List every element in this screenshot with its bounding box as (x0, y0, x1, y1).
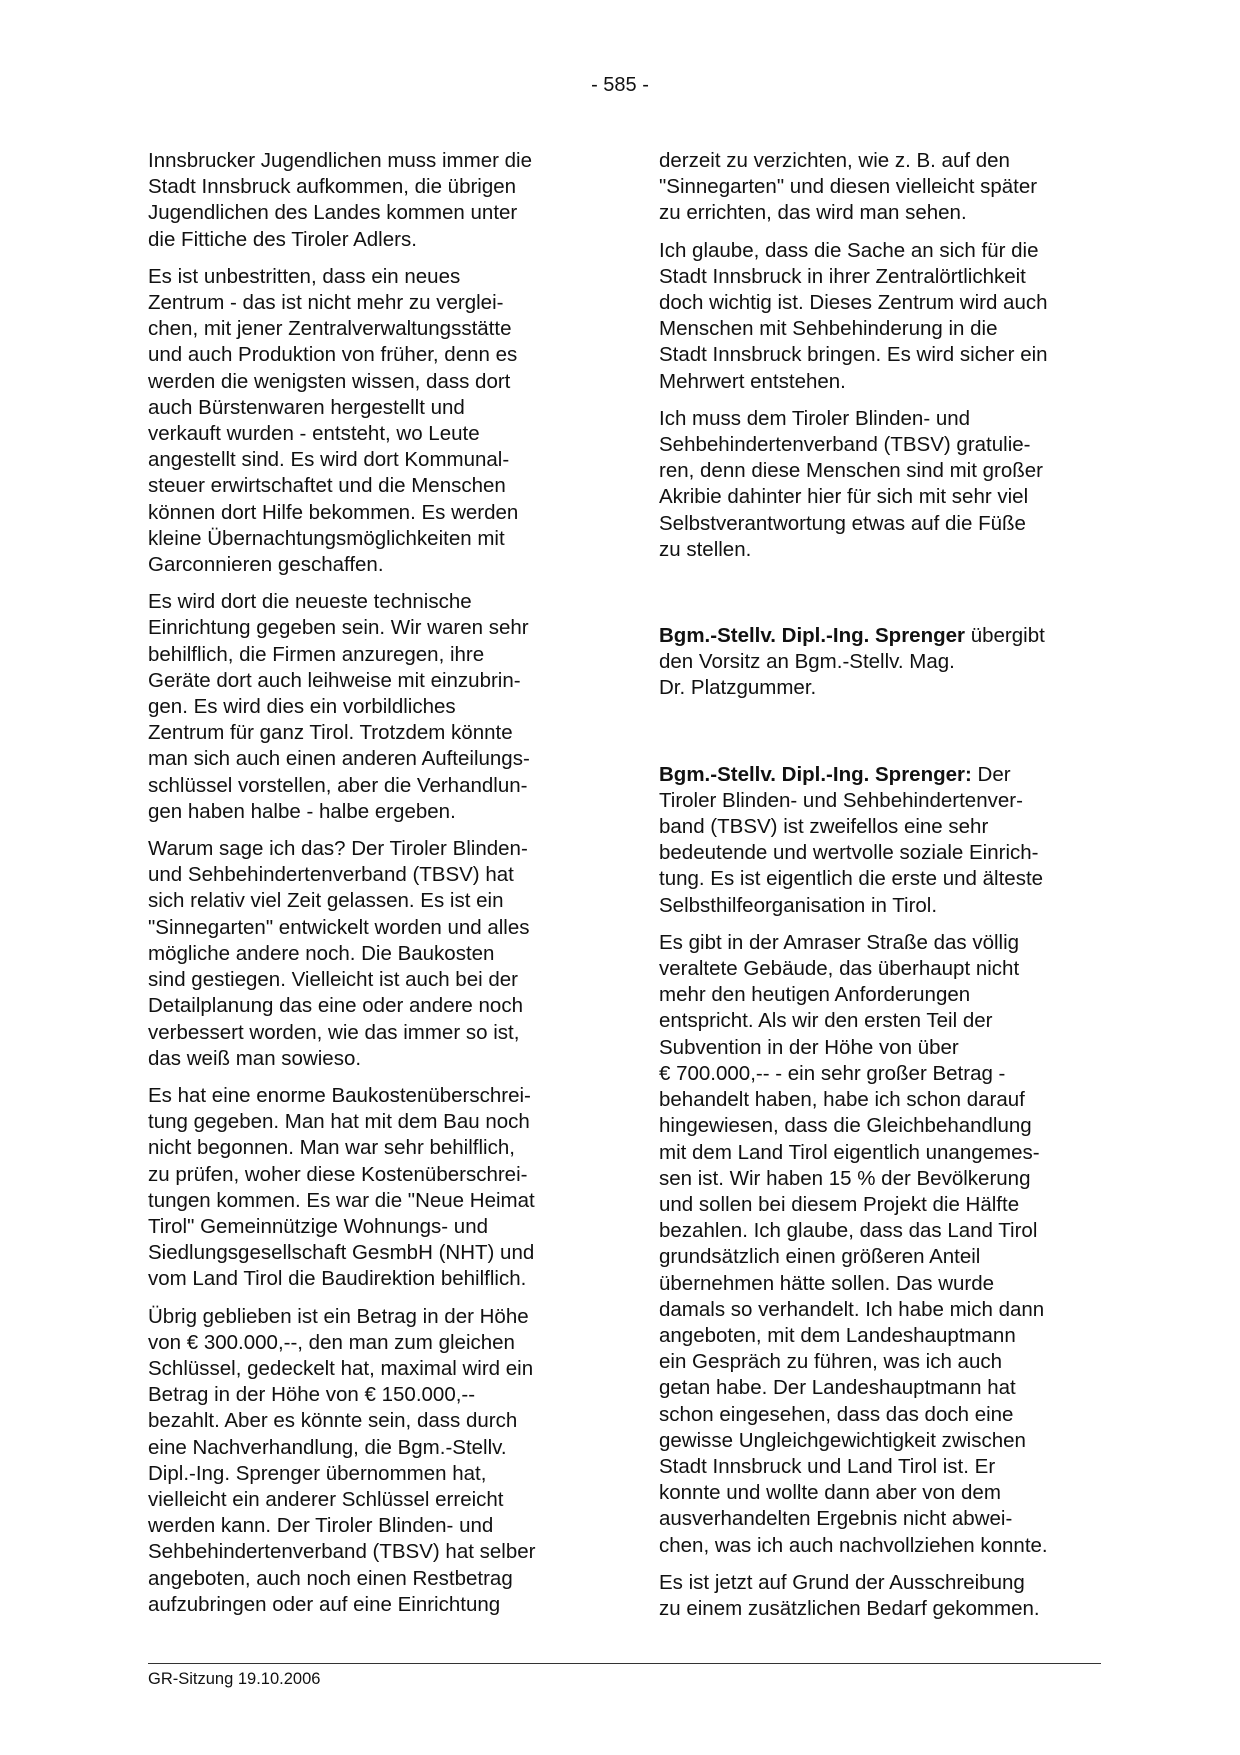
text-line: Übrig geblieben ist ein Betrag in der Höhe (148, 1304, 529, 1328)
text-line: Es wird dort die neueste technische (148, 590, 472, 614)
text-line: behandelt haben, habe ich schon darauf (659, 1088, 1025, 1112)
text-line: Zentrum für ganz Tirol. Trotzdem könnte (148, 721, 513, 745)
text-line: "Sinnegarten" und diesen vielleicht später (659, 175, 1038, 199)
text-line: den Vorsitz an Bgm.-Stellv. Mag. (659, 650, 955, 674)
paragraph (659, 1570, 1107, 1622)
text-line: auch Bürstenwaren hergestellt und (148, 395, 465, 419)
text-line: die Fittiche des Tiroler Adlers. (148, 227, 417, 251)
text-line: sind gestiegen. Vielleicht ist auch bei der (148, 968, 518, 992)
text-line: werden kann. Der Tiroler Blinden- und (148, 1514, 494, 1538)
speech-paragraph (659, 762, 1107, 919)
text-line: € 700.000,-- - ein sehr großer Betrag - (659, 1061, 1006, 1085)
text-line: mehr den heutigen Anforderungen (659, 983, 971, 1007)
text-line: vielleicht ein anderer Schlüssel erreicht (148, 1487, 504, 1511)
text-line: Siedlungsgesellschaft GesmbH (NHT) und (148, 1241, 535, 1265)
text-line: doch wichtig ist. Dieses Zentrum wird auch (659, 291, 1048, 315)
paragraph (659, 148, 1107, 227)
text-line: vom Land Tirol die Baudirektion behilflich. (148, 1267, 527, 1291)
footer-session-date: GR-Sitzung 19.10.2006 (148, 1670, 321, 1688)
text-line: chen, mit jener Zentralverwaltungsstätte (148, 317, 512, 341)
text-line: übernehmen hätte sollen. Das wurde (659, 1271, 995, 1295)
text-line: Sehbehindertenverband (TBSV) gratulie- (659, 433, 1031, 457)
text-line: grundsätzlich einen größeren Anteil (659, 1245, 981, 1269)
text-line: das weiß man sowieso. (148, 1046, 362, 1070)
text-line: schon eingesehen, dass das doch eine (659, 1402, 1014, 1426)
text-line: und Sehbehindertenverband (TBSV) hat (148, 863, 514, 887)
text-line: können dort Hilfe bekommen. Es werden (148, 500, 519, 524)
text-line: Es ist jetzt auf Grund der Ausschreibung (659, 1570, 1025, 1594)
text-line: Innsbrucker Jugendlichen muss immer die (148, 149, 532, 172)
text-line: derzeit zu verzichten, wie z. B. auf den (659, 149, 1010, 172)
text-line: bezahlen. Ich glaube, dass das Land Tirol (659, 1219, 1038, 1243)
text-line: und sollen bei diesem Projekt die Hälfte (659, 1192, 1020, 1216)
text-line: Mehrwert entstehen. (659, 369, 846, 393)
section-spacer (659, 574, 1107, 623)
text-line: Einrichtung gegeben sein. Wir waren sehr (148, 616, 529, 640)
text-line: chen, was ich auch nachvollziehen konnte. (659, 1533, 1048, 1557)
text-line: mit dem Land Tirol eigentlich unangemes- (659, 1140, 1040, 1164)
text-line: Selbsthilfeorganisation in Tirol. (659, 893, 938, 917)
text-line: Tiroler Blinden- und Sehbehindertenver- (659, 788, 1023, 812)
footer-divider (148, 1663, 1101, 1664)
paragraph (148, 589, 594, 825)
text-line: verbessert worden, wie das immer so ist, (148, 1020, 520, 1044)
speaker-name: Bgm.-Stellv. Dipl.-Ing. Sprenger (659, 624, 966, 648)
paragraph (659, 930, 1107, 1559)
text-line: Garconnieren geschaffen. (148, 553, 384, 577)
text-line: Akribie dahinter hier für sich mit sehr viel (659, 485, 1029, 509)
section-spacer (659, 713, 1107, 762)
text-line: gen haben halbe - halbe ergeben. (148, 799, 456, 823)
text-line: "Sinnegarten" entwickelt worden und alles (148, 915, 530, 939)
paragraph (659, 238, 1107, 395)
text-line: eine Nachverhandlung, die Bgm.-Stellv. (148, 1435, 507, 1459)
text-line: zu stellen. (659, 537, 752, 561)
text-fragment: Der (971, 762, 1011, 786)
text-line: ein Gespräch zu führen, was ich auch (659, 1350, 1002, 1374)
paragraph (148, 836, 594, 1072)
text-line: Ich glaube, dass die Sache an sich für die (659, 238, 1039, 262)
text-line: zu errichten, das wird man sehen. (659, 201, 967, 225)
text-line: entspricht. Als wir den ersten Teil der (659, 1009, 993, 1033)
text-line: von € 300.000,--, den man zum gleichen (148, 1330, 515, 1354)
paragraph (148, 148, 594, 253)
text-line: band (TBSV) ist zweifellos eine sehr (659, 815, 989, 839)
text-line: Dr. Platzgummer. (659, 676, 817, 700)
text-line: tung gegeben. Man hat mit dem Bau noch (148, 1110, 530, 1134)
text-line: Stadt Innsbruck in ihrer Zentralörtlichkeit (659, 264, 1026, 288)
text-line: Stadt Innsbruck und Land Tirol ist. Er (659, 1454, 996, 1478)
text-line: Tirol" Gemeinnützige Wohnungs- und (148, 1214, 489, 1238)
text-line: man sich auch einen anderen Aufteilungs- (148, 747, 530, 771)
paragraph (659, 406, 1107, 563)
page-number: - 585 - (591, 74, 649, 96)
text-line: werden die wenigsten wissen, dass dort (148, 369, 511, 393)
text-line: ren, denn diese Menschen sind mit großer (659, 459, 1044, 483)
text-line: ausverhandelten Ergebnis nicht abwei- (659, 1507, 1013, 1531)
text-line: verkauft wurden - entsteht, wo Leute (148, 422, 480, 446)
right-column (659, 148, 1107, 1633)
text-line: Dipl.-Ing. Sprenger übernommen hat, (148, 1461, 487, 1485)
text-line: Selbstverantwortung etwas auf die Füße (659, 511, 1026, 535)
left-column (148, 148, 594, 1629)
text-line: mögliche andere noch. Die Baukosten (148, 941, 495, 965)
text-line: gewisse Ungleichgewichtigkeit zwischen (659, 1428, 1026, 1452)
text-line: Es ist unbestritten, dass ein neues (148, 264, 461, 288)
text-line: Warum sage ich das? Der Tiroler Blinden- (148, 837, 528, 861)
paragraph (148, 1083, 594, 1293)
text-line: bezahlt. Aber es könnte sein, dass durch (148, 1409, 518, 1433)
text-line: angeboten, mit dem Landeshauptmann (659, 1323, 1016, 1347)
speaker-name: Bgm.-Stellv. Dipl.-Ing. Sprenger: (659, 762, 972, 786)
text-line: aufzubringen oder auf eine Einrichtung (148, 1592, 501, 1616)
text-line: Stadt Innsbruck bringen. Es wird sicher ein (659, 343, 1048, 367)
text-line: Subvention in der Höhe von über (659, 1035, 959, 1059)
text-line: bedeutende und wertvolle soziale Einrich- (659, 841, 1039, 865)
text-line: kleine Übernachtungsmöglichkeiten mit (148, 526, 505, 550)
text-line: Es gibt in der Amraser Straße das völlig (659, 930, 1020, 954)
text-line: angeboten, auch noch einen Restbetrag (148, 1566, 513, 1590)
text-line: Jugendlichen des Landes kommen unter (148, 201, 518, 225)
text-line: Ich muss dem Tiroler Blinden- und (659, 406, 971, 430)
text-line: und auch Produktion von früher, denn es (148, 343, 518, 367)
text-line: sich relativ viel Zeit gelassen. Es ist ein (148, 889, 504, 913)
text-line: zu prüfen, woher diese Kostenüberschrei- (148, 1162, 528, 1186)
text-line: steuer erwirtschaftet und die Menschen (148, 474, 506, 498)
text-line: damals so verhandelt. Ich habe mich dann (659, 1297, 1045, 1321)
text-fragment: übergibt (965, 624, 1045, 648)
text-line: nicht begonnen. Man war sehr behilflich, (148, 1136, 515, 1160)
paragraph (148, 1304, 594, 1618)
paragraph (148, 264, 594, 578)
text-line: tung. Es ist eigentlich die erste und älteste (659, 867, 1044, 891)
text-line: konnte und wollte dann aber von dem (659, 1481, 1001, 1505)
text-line: Menschen mit Sehbehinderung in die (659, 317, 998, 341)
text-line: Detailplanung das eine oder andere noch (148, 994, 523, 1018)
text-line: angestellt sind. Es wird dort Kommunal- (148, 448, 510, 472)
text-line (659, 623, 1107, 649)
text-line: tungen kommen. Es war die "Neue Heimat (148, 1188, 535, 1212)
text-line: hingewiesen, dass die Gleichbehandlung (659, 1114, 1032, 1138)
text-line: behilflich, die Firmen anzuregen, ihre (148, 642, 485, 666)
text-line: Betrag in der Höhe von € 150.000,-- (148, 1383, 476, 1407)
text-line: getan habe. Der Landeshauptmann hat (659, 1376, 1016, 1400)
text-line: Zentrum - das ist nicht mehr zu verglei- (148, 291, 504, 315)
text-line: zu einem zusätzlichen Bedarf gekommen. (659, 1596, 1040, 1620)
text-line: Stadt Innsbruck aufkommen, die übrigen (148, 175, 517, 199)
text-line: gen. Es wird dies ein vorbildliches (148, 695, 456, 719)
text-line: Schlüssel, gedeckelt hat, maximal wird ein (148, 1356, 534, 1380)
text-line: Sehbehindertenverband (TBSV) hat selber (148, 1540, 536, 1564)
text-line: Geräte dort auch leihweise mit einzubrin- (148, 668, 521, 692)
text-line: Es hat eine enorme Baukostenüberschrei- (148, 1083, 531, 1107)
text-line: veraltete Gebäude, das überhaupt nicht (659, 957, 1020, 981)
text-line: sen ist. Wir haben 15 % der Bevölkerung (659, 1166, 1031, 1190)
text-line (659, 762, 1107, 788)
text-line: schlüssel vorstellen, aber die Verhandlun- (148, 773, 528, 797)
chair-handover-note (659, 623, 1107, 702)
